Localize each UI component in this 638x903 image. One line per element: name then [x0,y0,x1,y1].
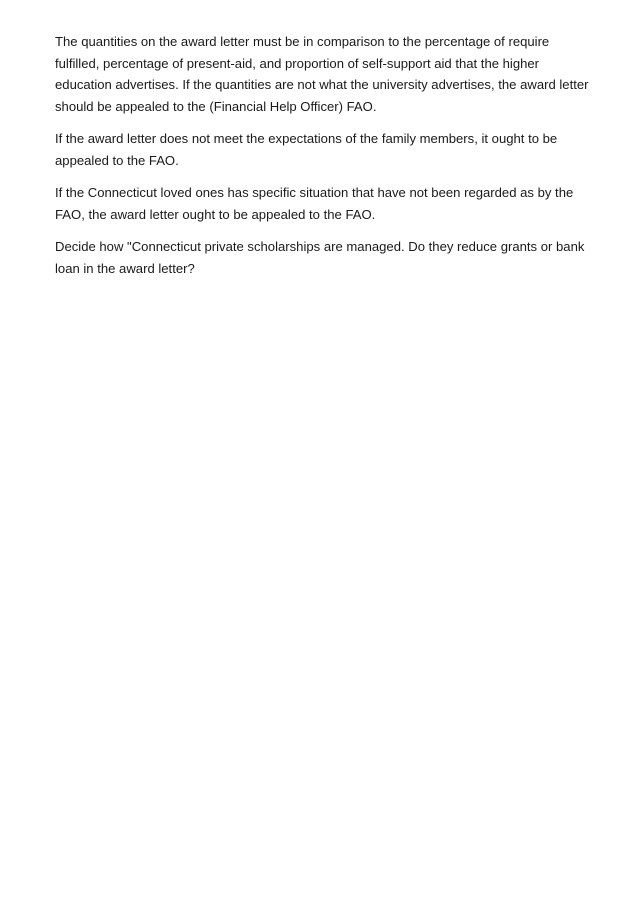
paragraph-4 [55,236,595,279]
paragraph-3 [55,182,595,225]
text-line: If the Connecticut loved ones has specific situation that have not been regarded as by the [55,185,574,201]
text-line: Decide how "Connecticut private scholarships are managed. Do they reduce grants or bank [55,239,585,255]
text-line: FAO, the award letter ought to be appealed to the FAO. [55,206,376,222]
text-line: education advertises. If the quantities are not what the university advertises, the award letter [55,77,589,93]
paragraph-1 [55,31,595,118]
text-line: If the award letter does not meet the expectations of the family members, it ought to be [55,131,558,147]
text-line: loan in the award letter? [55,260,195,276]
paragraph-2 [55,128,595,171]
document-body [55,31,595,290]
text-line: The quantities on the award letter must be in comparison to the percentage of require [55,34,550,49]
text-line: fulfilled, percentage of present-aid, and proportion of self-support aid that the higher [55,55,540,71]
text-line: appealed to the FAO. [55,153,179,169]
text-line: should be appealed to the (Financial Help Officer) FAO. [55,99,377,115]
